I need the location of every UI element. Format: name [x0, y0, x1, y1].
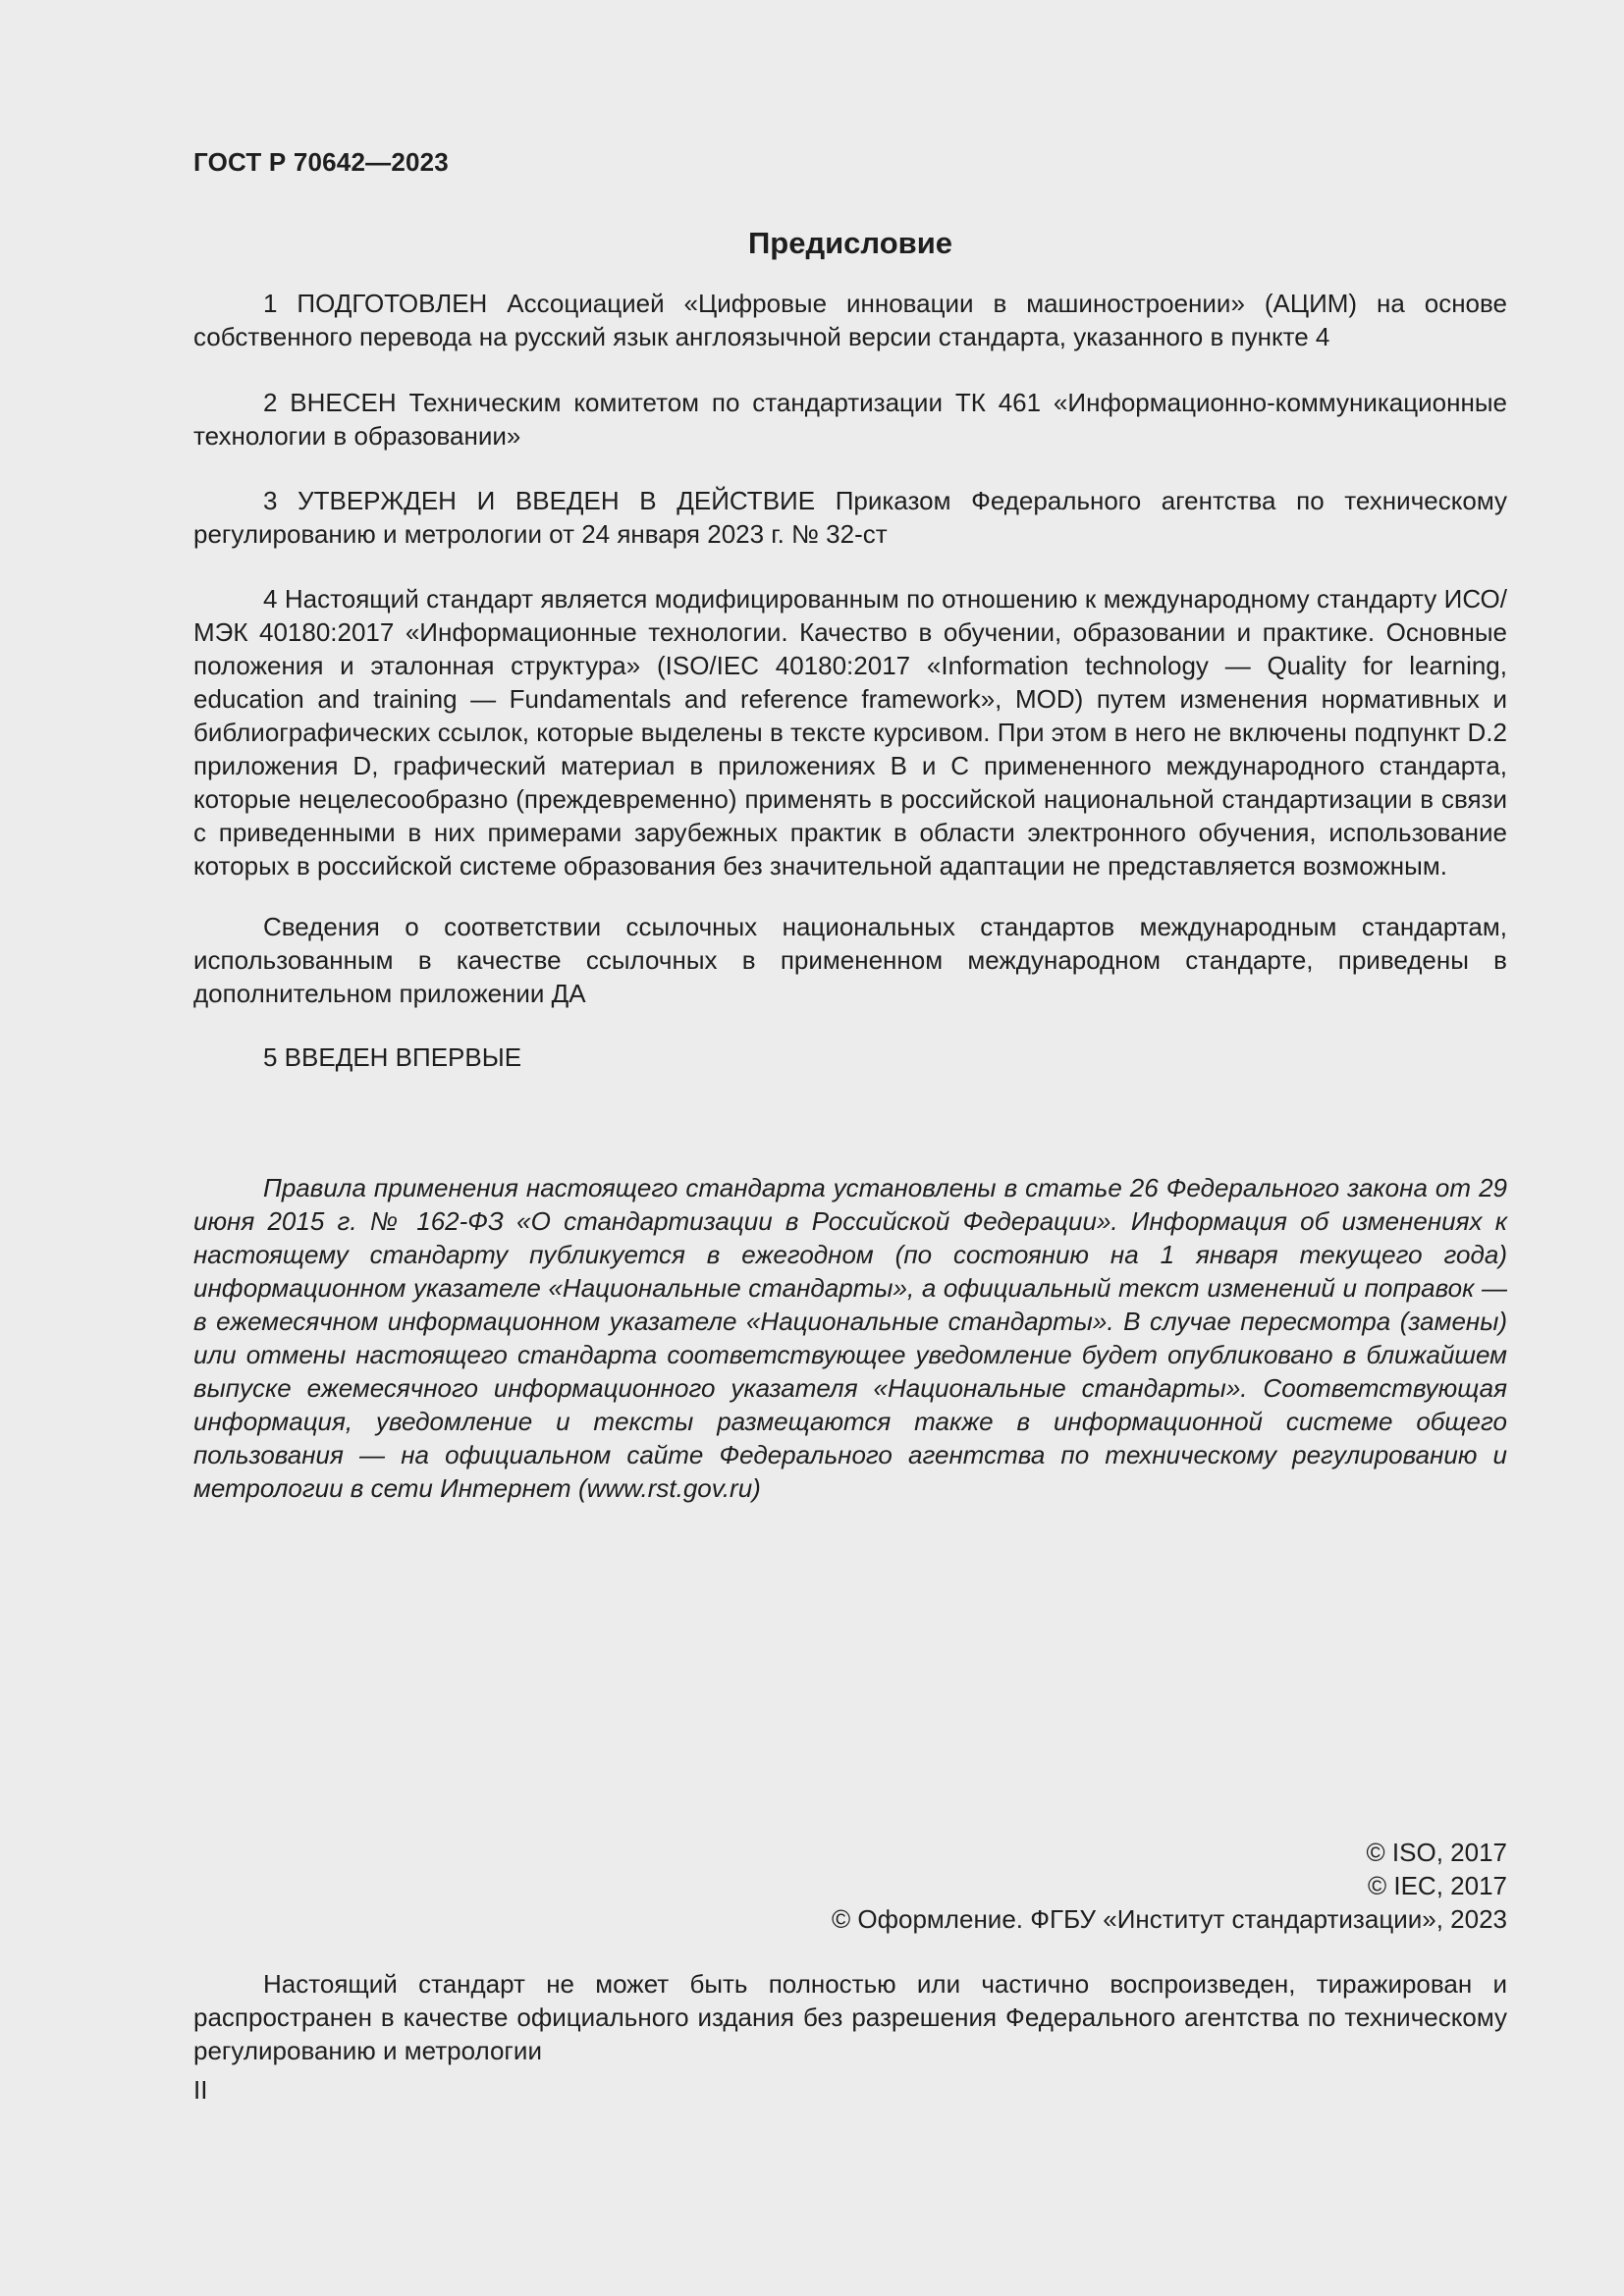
rules-note — [193, 1171, 1507, 1505]
foreword-item-3 — [193, 484, 1507, 551]
foreword-item-2 — [193, 386, 1507, 453]
foreword-item-5-text: 5 ВВЕДЕН ВПЕРВЫЕ — [263, 1042, 522, 1072]
reproduction-notice — [193, 1967, 1507, 2067]
foreword-item-4-note — [193, 910, 1507, 1010]
document-code: ГОСТ Р 70642—2023 — [193, 147, 449, 177]
reproduction-notice-text: Настоящий стандарт не может быть полностью или частично воспроизведен, тиражирован и распространен в качестве официального издания без разрешения Федерального агентства по техническому регулированию и метрологии — [193, 1969, 1507, 2065]
foreword-item-2-text: 2 ВНЕСЕН Техническим комитетом по стандартизации ТК 461 «Информационно-коммуникационные технологии в образовании» — [193, 388, 1507, 451]
foreword-item-4 — [193, 582, 1507, 882]
foreword-item-4-note-text: Сведения о соответствии ссылочных национальных стандартов международным стандартам, использованным в качестве ссылочных в примененном международном стандарте, приведены в дополнительном приложении ДА — [193, 912, 1507, 1008]
foreword-item-1-text: 1 ПОДГОТОВЛЕН Ассоциацией «Цифровые инновации в машиностроении» (АЦИМ) на основе собственного перевода на русский язык англоязычной версии стандарта, указанного в пункте 4 — [193, 289, 1507, 351]
page-number: II — [193, 2075, 208, 2105]
foreword-item-4-text: 4 Настоящий стандарт является модифицированным по отношению к международному стандарту ИСО/МЭК 40180:2017 «Информационные технологии. Качество в обучении, образовании и практике. Основные положения и эталонная структура» (ISO/IEC 40180:2017 «Information technology — Quality for learning, education and training — Fundamentals and reference framework», MOD) путем изменения нормативных и библиографических ссылок, которые выделены в тексте курсивом. При этом в него не включены подпункт D.2 приложения D, графический материал в приложениях B и C примененного международного стандарта, которые нецелесообразно (преждевременно) применять в российской национальной стандартизации в связи с приведенными в них примерами зарубежных практик в области электронного обучения, использование которых в российской системе образования без значительной адаптации не представляется возможным. — [193, 584, 1507, 881]
foreword-item-3-text: 3 УТВЕРЖДЕН И ВВЕДЕН В ДЕЙСТВИЕ Приказом Федерального агентства по техническому регулированию и метрологии от 24 января 2023 г. № 32-ст — [193, 486, 1507, 549]
copyright-iso: © ISO, 2017 — [1366, 1838, 1507, 1867]
copyright-design: © Оформление. ФГБУ «Институт стандартизации», 2023 — [832, 1904, 1507, 1934]
foreword-item-5 — [193, 1041, 1507, 1074]
foreword-item-1 — [193, 287, 1507, 353]
page-title: Предисловие — [747, 226, 952, 260]
copyright-iec: © IEC, 2017 — [1367, 1871, 1507, 1900]
rules-note-text: Правила применения настоящего стандарта установлены в статье 26 Федерального закона от 29 июня 2015 г. № 162-ФЗ «О стандартизации в Российской Федерации». Информация об изменениях к настоящему стандарту публикуется в ежегодном (по состоянию на 1 января текущего года) информационном указателе «Национальные стандарты», а официальный текст изменений и поправок — в ежемесячном информационном указателе «Национальные стандарты». В случае пересмотра (замены) или отмены настоящего стандарта соответствующее уведомление будет опубликовано в ближайшем выпуске ежемесячного информационного указателя «Национальные стандарты». Соответствующая информация, уведомление и тексты размещаются также в информационной системе общего пользования — на официальном сайте Федерального агентства по техническому регулированию и метрологии в сети Интернет (www.rst.gov.ru) — [193, 1173, 1507, 1503]
